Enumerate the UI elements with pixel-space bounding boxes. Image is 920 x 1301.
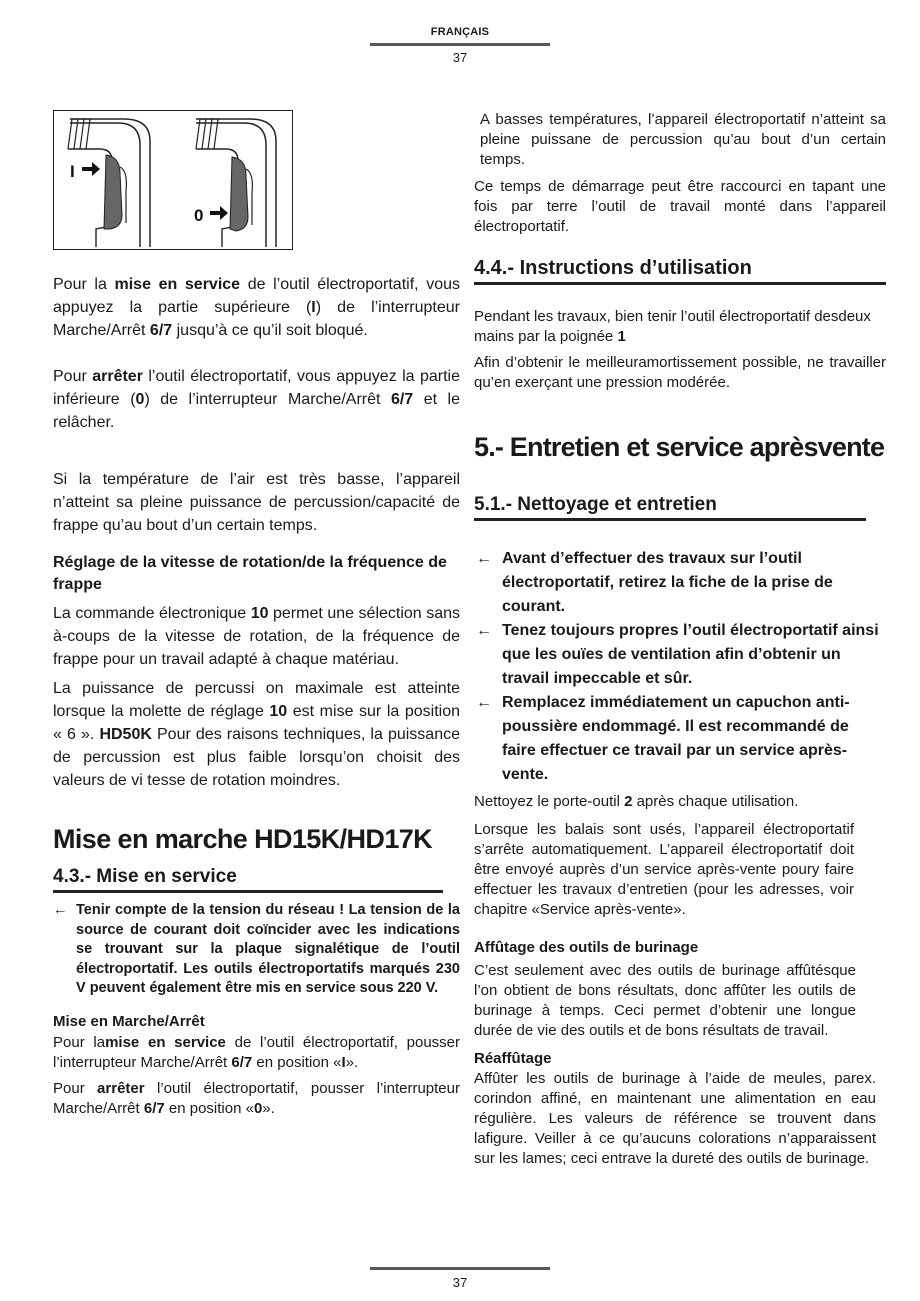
left-column — [53, 110, 460, 1119]
heading-affutage: Affûtage des outils de burinage — [474, 939, 699, 956]
paragraph-demarrage: Ce temps de démarrage peut être raccourci en tapant une fois par terre l’outil de travail monté dans l’appareil électroportatif. — [474, 178, 886, 235]
footer-rule — [370, 1267, 550, 1270]
heading-4-3: 4.3.- Mise en service — [53, 865, 443, 893]
paragraph-reaffutage: Affûter les outils de burinage à l’aide de meules, parex. corindon affiné, en maintenant une alimentation en eau régulière. Les valeurs de référence se trouvent dans lafigure. Veiller à ce qu’aucuns colorations n’apparaissent sur les lames; ceci entrave la dureté des outils de burinage. — [474, 1070, 876, 1167]
paragraph-pendant: Pendant les travaux, bien tenir l’outil électroportatif desdeux mains par la poignée 1 — [474, 308, 871, 345]
switch-off-drawing — [196, 119, 276, 247]
header-language: FRANÇAIS — [430, 26, 490, 38]
paragraph-temperature: Si la température de l’air est très basse, l’appareil n’atteint sa pleine puissance de percussion/capacité de frappe qu’au bout d’un certain temps. — [53, 471, 460, 534]
paragraph-affutage: C’est seulement avec des outils de burinage affûtésque l’on obtient de bons résultats, donc affûter les outils de burinage à temps. Ceci permet d’obtenir une longue durée de vie des outils et de bons résultats de travail. — [474, 962, 856, 1039]
paragraph-puissance: La puissance de percussi on maximale est atteinte lorsque la molette de réglage 10 est mise sur la position « 6 ». HD50K Pour des raisons techniques, la puissance de percussion est plus faible lorsqu’on choisit des valeurs de vi tesse de rotation moindres. — [53, 680, 460, 789]
bullet-list — [474, 547, 886, 787]
label-on: I — [70, 162, 75, 181]
paragraph-arret: Pour arrêter l’outil électroportatif, pousser l’interrupteur Marche/Arrêt 6/7 en position «0». — [53, 1079, 460, 1117]
switch-on-drawing — [68, 119, 150, 247]
heading-marche-arret: Mise en Marche/Arrêt — [53, 1012, 205, 1030]
left-arrow-icon: ← — [53, 902, 68, 918]
paragraph-marche: Pour lamise en service de l’outil électroportatif, pousser l’interrupteur Marche/Arrêt 6/7 en position «I». — [53, 1033, 461, 1071]
label-off: 0 — [194, 206, 204, 225]
paragraph-nettoyez: Nettoyez le porte-outil 2 après chaque utilisation. — [474, 793, 799, 810]
paragraph-basses-temperatures: A basses températures, l’appareil électroportatif n’atteint sa pleine puissane de percussion qu’au bout d’un certain temps. — [480, 111, 886, 168]
heading-reglage: Réglage de la vitesse de rotation/de la fréquence de frappe — [53, 554, 447, 593]
heading-5-1: 5.1.- Nettoyage et entretien — [474, 493, 866, 521]
list-item: ← Tenez toujours propres l’outil électroportatif ainsi que les ouïes de ventilation afin d’obtenir un travail impeccable et sûr. — [474, 619, 886, 691]
arrow-right-icon — [210, 206, 228, 220]
right-column — [474, 110, 886, 1169]
heading-reaffutage: Réaffûtage — [474, 1050, 552, 1067]
left-arrow-icon: ← — [476, 550, 492, 567]
heading-5: 5.- Entretien et service aprèsvente — [474, 432, 885, 462]
paragraph-mise-en-service: Pour la mise en service de l’outil électroportatif, vous appuyez la partie supérieure (I) de l’interrupteur Marche/Arrêt 6/7 jusqu’à ce qu’il soit bloqué. — [53, 276, 460, 339]
switch-diagram — [54, 111, 292, 249]
left-arrow-icon: ← — [476, 622, 492, 639]
header-page-number: 37 — [452, 50, 468, 65]
heading-mise-en-marche: Mise en marche HD15K/HD17K — [53, 824, 433, 854]
list-item: ← Remplacez immédiatement un capuchon anti-poussière endommagé. Il est recommandé de faire effectuer ce travail par un service après-vente. — [474, 691, 886, 787]
header-rule — [370, 43, 550, 46]
heading-4-4: 4.4.- Instructions d’utilisation — [474, 255, 886, 285]
paragraph-afin: Afin d’obtenir le meilleuramortissement possible, ne travailler qu’en exerçant une pression modérée. — [474, 354, 886, 391]
bullet-tension: ← Tenir compte de la tension du réseau ! La tension de la source de courant doit coïncider avec les indications se trouvant sur la plaque signalétique de l’outil électroportatif. Les outils électroportatifs marqués 230 V peuvent également être mis en service sous 220 V. — [53, 902, 460, 996]
left-arrow-icon: ← — [476, 694, 492, 711]
switch-illustration — [53, 110, 293, 250]
paragraph-arreter: Pour arrêter l’outil électroportatif, vous appuyez la partie inférieure (0) de l’interrupteur Marche/Arrêt 6/7 et le relâcher. — [53, 368, 461, 431]
footer-page-number: 37 — [452, 1275, 468, 1290]
paragraph-commande: La commande électronique 10 permet une sélection sans à-coups de la vitesse de rotation, de la fréquence de frappe pour un travail adapté à chaque matériau. — [53, 605, 461, 668]
arrow-right-icon — [82, 162, 100, 176]
list-item: ← Avant d’effectuer des travaux sur l’outil électroportatif, retirez la fiche de la prise de courant. — [474, 547, 886, 619]
paragraph-balais: Lorsque les balais sont usés, l’appareil électroportatif s’arrête automatiquement. L’appareil électroportatif doit être envoyé auprès d’un service après-vente poury faire effectuer les travaux d’entretien (pour les adresses, voir chapitre «Service après-vente». — [474, 821, 854, 918]
